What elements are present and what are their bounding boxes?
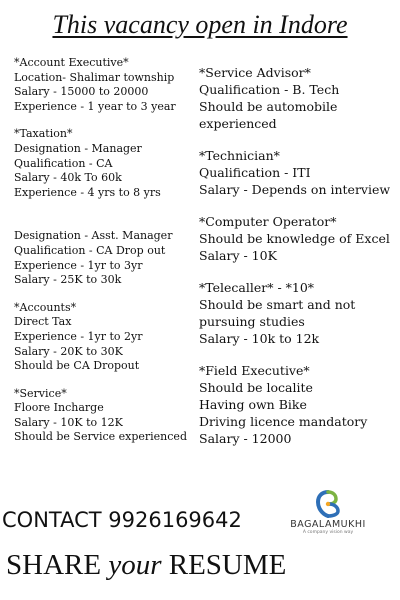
vacancy-line: Location- Shalimar township (14, 70, 175, 84)
vacancy-line: *Accounts* (14, 300, 77, 314)
vacancy-service (14, 387, 192, 445)
vacancy-line: *Service* (14, 386, 67, 400)
vacancy-line: Should be smart and not (199, 297, 356, 312)
share-emphasis: your (108, 549, 162, 581)
vacancy-service-advisor (199, 64, 395, 132)
vacancy-line: Should be localite (199, 380, 313, 395)
vacancy-computer-operator (199, 213, 395, 264)
vacancy-line: Experience - 4 yrs to 8 yrs (14, 185, 161, 199)
vacancy-line: Floore Incharge (14, 401, 104, 415)
company-logo (276, 490, 380, 546)
vacancy-line: Designation - Manager (14, 141, 142, 155)
vacancy-line: Salary - 10K (199, 248, 277, 263)
vacancy-line: *Technician* (199, 148, 280, 163)
vacancy-telecaller (199, 279, 395, 347)
vacancy-line: *Telecaller* - *10* (199, 280, 315, 295)
share-prefix: SHARE (6, 549, 109, 581)
vacancy-line: *Taxation* (14, 127, 73, 141)
vacancy-line: Qualification - B. Tech (199, 82, 340, 97)
vacancy-technician (199, 147, 395, 198)
share-suffix: RESUME (161, 549, 287, 581)
vacancy-line: pursuing studies (199, 314, 305, 329)
vacancy-line: Should be knowledge of Excel (199, 231, 390, 246)
vacancy-asst-manager (14, 229, 192, 287)
vacancy-line: Having own Bike (199, 397, 307, 412)
logo-tagline: A company vision way (302, 530, 354, 535)
vacancy-line: Experience - 1yr to 3yr (14, 258, 143, 272)
vacancy-line: Should be Service experienced (14, 430, 187, 444)
vacancy-accounts (14, 301, 192, 374)
vacancy-line: Salary - 20K to 30K (14, 344, 123, 358)
vacancy-line: *Account Executive* (14, 56, 129, 69)
vacancy-line: Qualification - ITI (199, 165, 311, 180)
share-resume-line (6, 548, 286, 582)
vacancy-line: Salary - 12000 (199, 431, 292, 446)
vacancy-account-executive (14, 56, 192, 114)
vacancy-taxation (14, 127, 192, 200)
contact-number: CONTACT 9926169642 (2, 508, 242, 532)
vacancy-line: Experience - 1 year to 3 year (14, 99, 176, 113)
vacancy-line: experienced (199, 116, 277, 131)
vacancy-line: *Computer Operator* (199, 214, 337, 229)
logo-name: BAGALAMUKHI (290, 519, 366, 530)
vacancy-line: *Field Executive* (199, 363, 310, 378)
vacancy-line: Experience - 1yr to 2yr (14, 329, 143, 343)
vacancy-line: Salary - 40k To 60k (14, 171, 122, 185)
vacancy-line: Salary - 10k to 12k (199, 331, 320, 346)
vacancy-line: Direct Tax (14, 315, 72, 329)
bagalamukhi-logo-icon (313, 490, 343, 518)
vacancy-line: Salary - 10K to 12K (14, 415, 123, 429)
vacancy-line: Salary - Depends on interview (199, 182, 391, 197)
vacancy-line: Qualification - CA (14, 156, 113, 170)
vacancy-line: Qualification - CA Drop out (14, 243, 166, 257)
page-title: This vacancy open in Indore (52, 10, 348, 39)
vacancy-line: Designation - Asst. Manager (14, 229, 173, 243)
right-column (199, 64, 395, 447)
vacancy-line: Driving licence mandatory (199, 414, 368, 429)
vacancy-line: Should be CA Dropout (14, 359, 140, 373)
left-column (14, 56, 192, 445)
vacancy-line: Salary - 25K to 30k (14, 273, 122, 287)
vacancy-line: *Service Advisor* (199, 65, 311, 80)
vacancy-line: Should be automobile (199, 99, 338, 114)
vacancy-line: Salary - 15000 to 20000 (14, 85, 149, 99)
vacancy-field-executive (199, 362, 395, 447)
